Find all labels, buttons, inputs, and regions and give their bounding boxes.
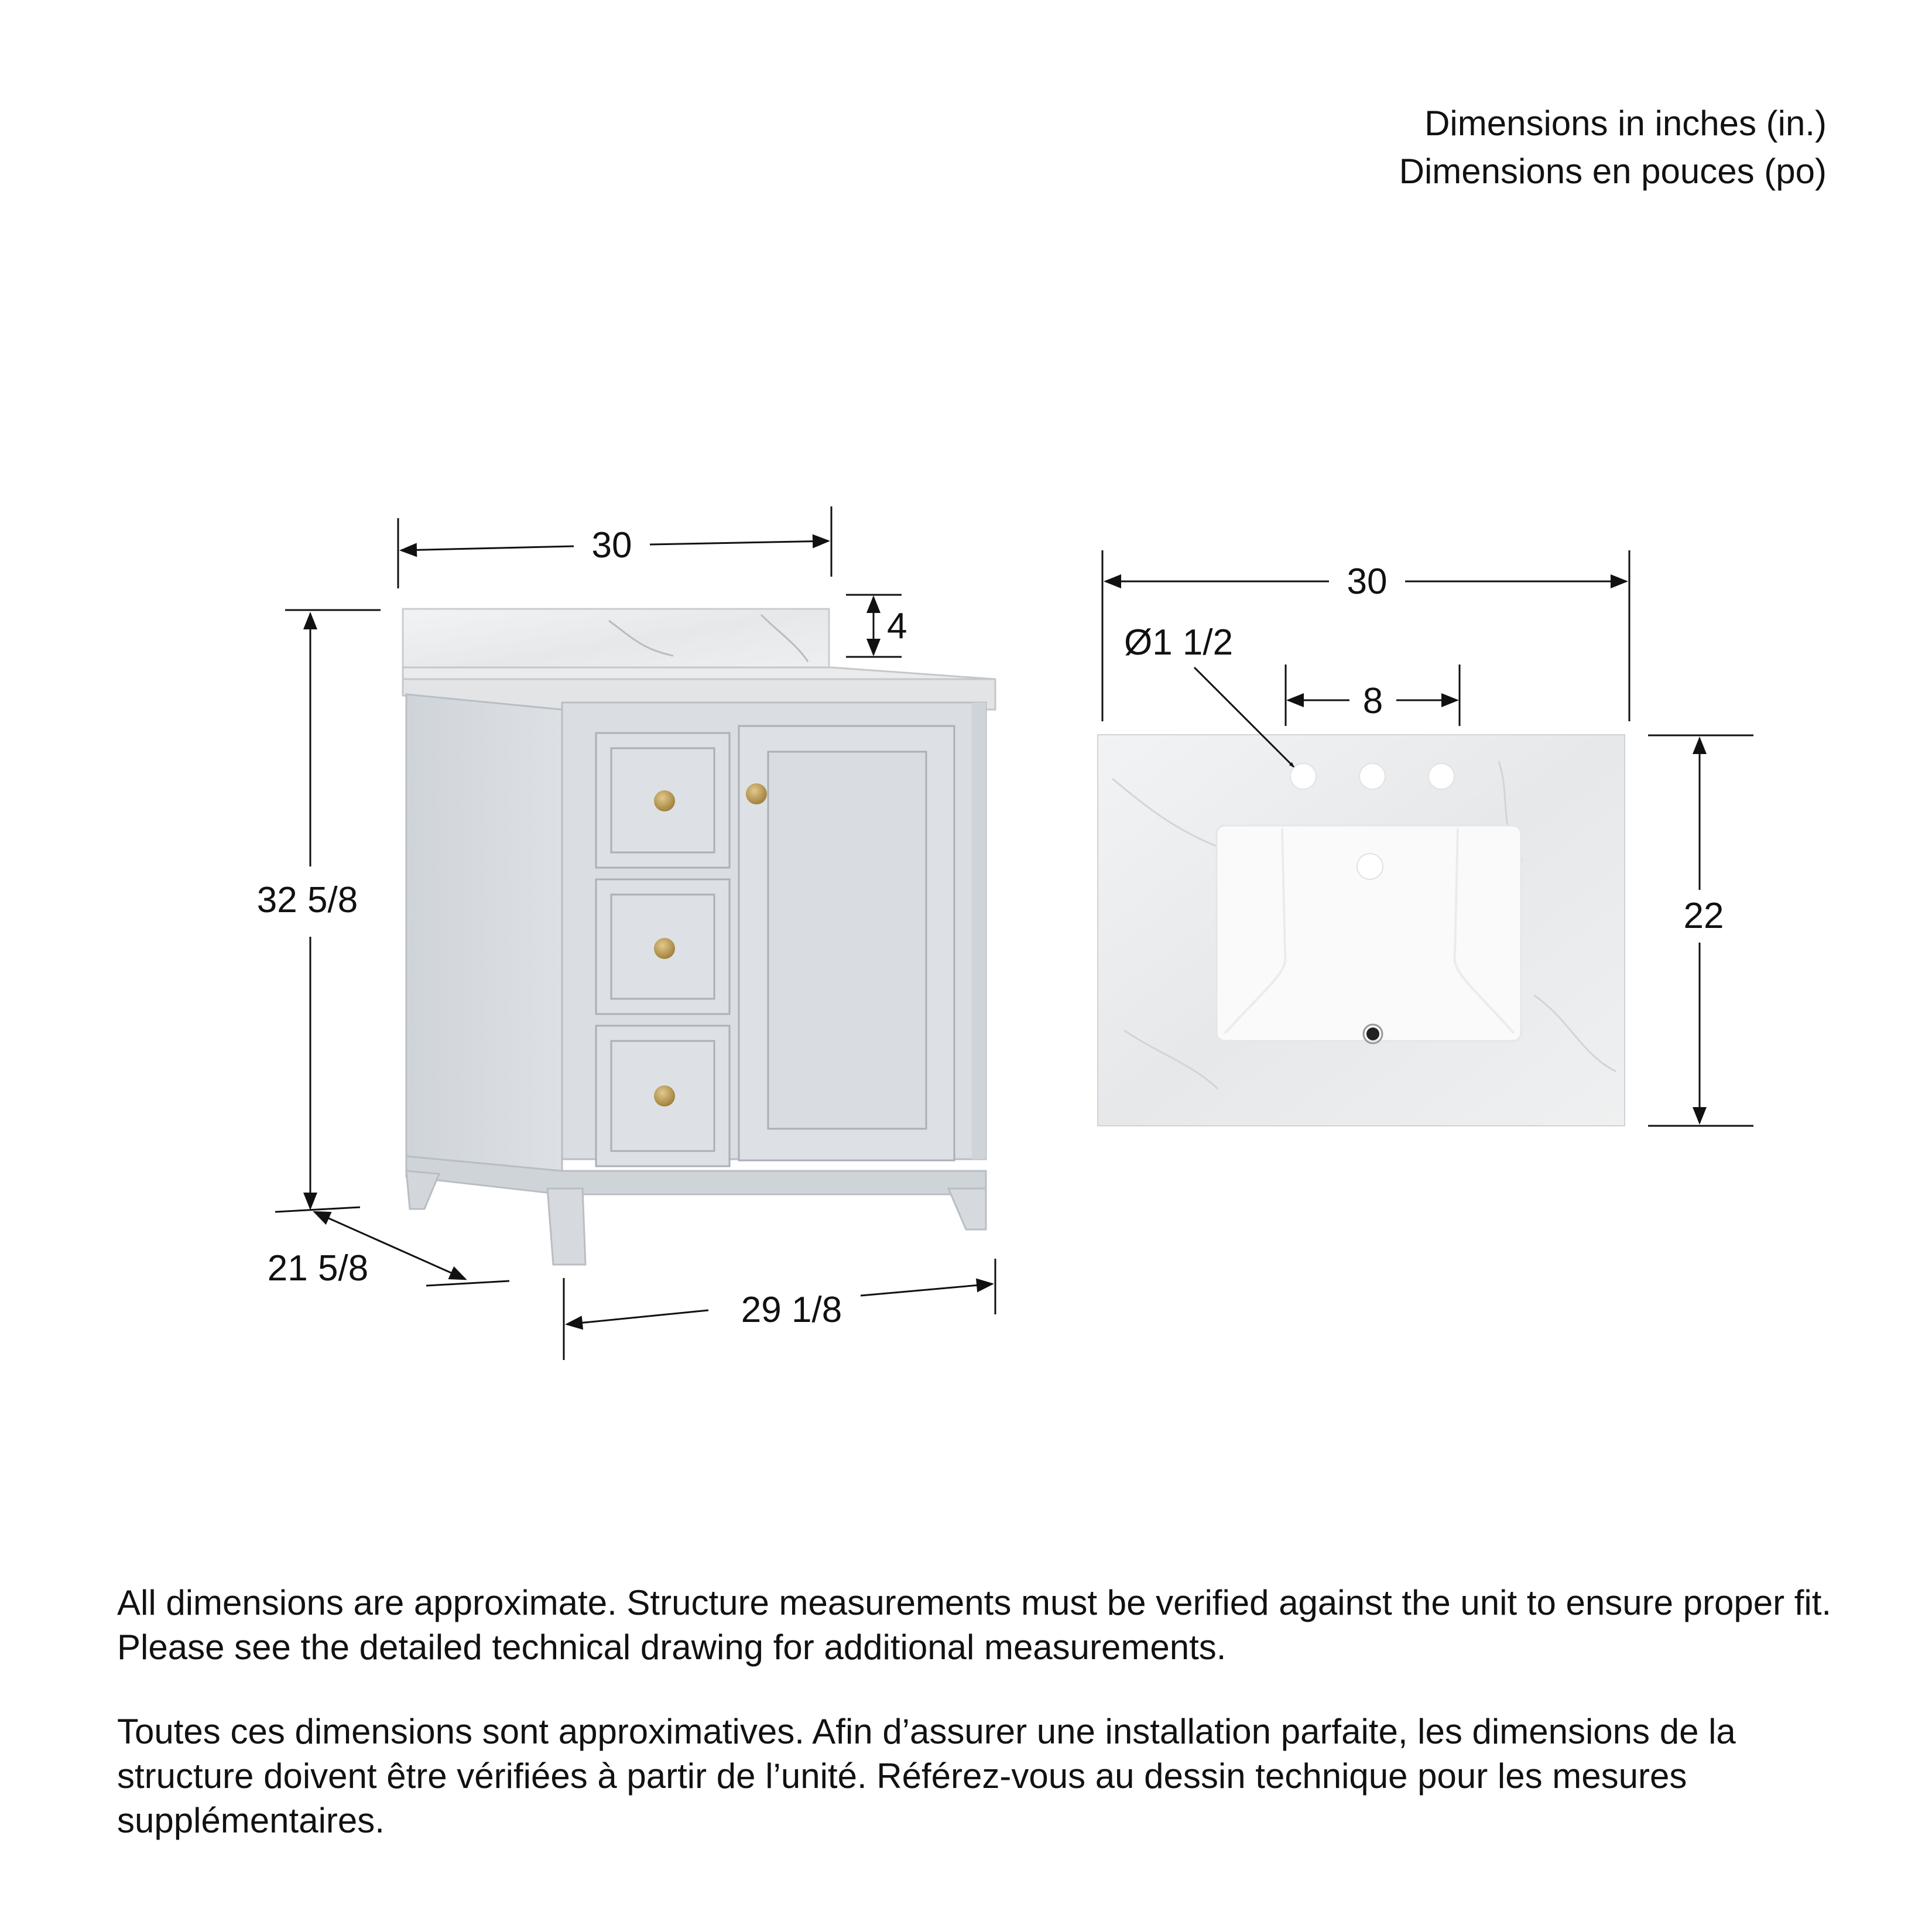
drawer-knob-3	[654, 1085, 675, 1107]
hole-diameter-label: Ø1 1/2	[1124, 622, 1234, 663]
faucet-hole-center	[1359, 763, 1385, 789]
sink-basin	[1217, 825, 1521, 1043]
drain	[1366, 1027, 1379, 1040]
drawer-knob-2	[654, 938, 675, 959]
overflow-hole	[1357, 854, 1383, 879]
vanity-depth-label: 21 5/8	[267, 1248, 369, 1289]
back-left-leg	[406, 1171, 439, 1209]
units-caption-en: Dimensions in inches (in.)	[1424, 104, 1827, 143]
front-right-leg	[948, 1188, 986, 1229]
vanity-base-width-label: 29 1/8	[741, 1290, 842, 1330]
units-caption-fr: Dimensions en pouces (po)	[1399, 152, 1827, 191]
front-left-leg	[547, 1188, 585, 1265]
faucet-spread-label: 8	[1362, 681, 1383, 721]
disclaimer-en: All dimensions are approximate. Structure measurements must be verified against the unit to ensure proper fit. Please see the detailed technical drawing for additional measurements.	[117, 1583, 1832, 1667]
backsplash-height-label: 4	[887, 606, 907, 646]
drawer-knob-1	[654, 790, 675, 811]
countertop-width-label: 30	[1347, 561, 1388, 602]
vanity-width-label: 30	[591, 525, 632, 566]
countertop-top-view	[1098, 735, 1625, 1126]
cabinet-right-stile	[972, 703, 986, 1159]
faucet-hole-right	[1429, 763, 1454, 789]
vanity-height-label: 32 5/8	[256, 880, 358, 920]
disclaimer-fr: Toutes ces dimensions sont approximatives. Afin d’assurer une installation parfaite, les dimensions de la structure doivent être vérifiées à partir de l’unité. Référez-vous au dessin technique pour les mesures supplémentaires.	[117, 1712, 1736, 1840]
faucet-hole-left	[1290, 763, 1316, 789]
cabinet-side	[406, 694, 562, 1171]
cabinet-door	[739, 726, 954, 1160]
vanity-illustration	[403, 609, 995, 1265]
countertop-depth-label: 22	[1683, 896, 1724, 936]
door-knob	[746, 783, 767, 804]
